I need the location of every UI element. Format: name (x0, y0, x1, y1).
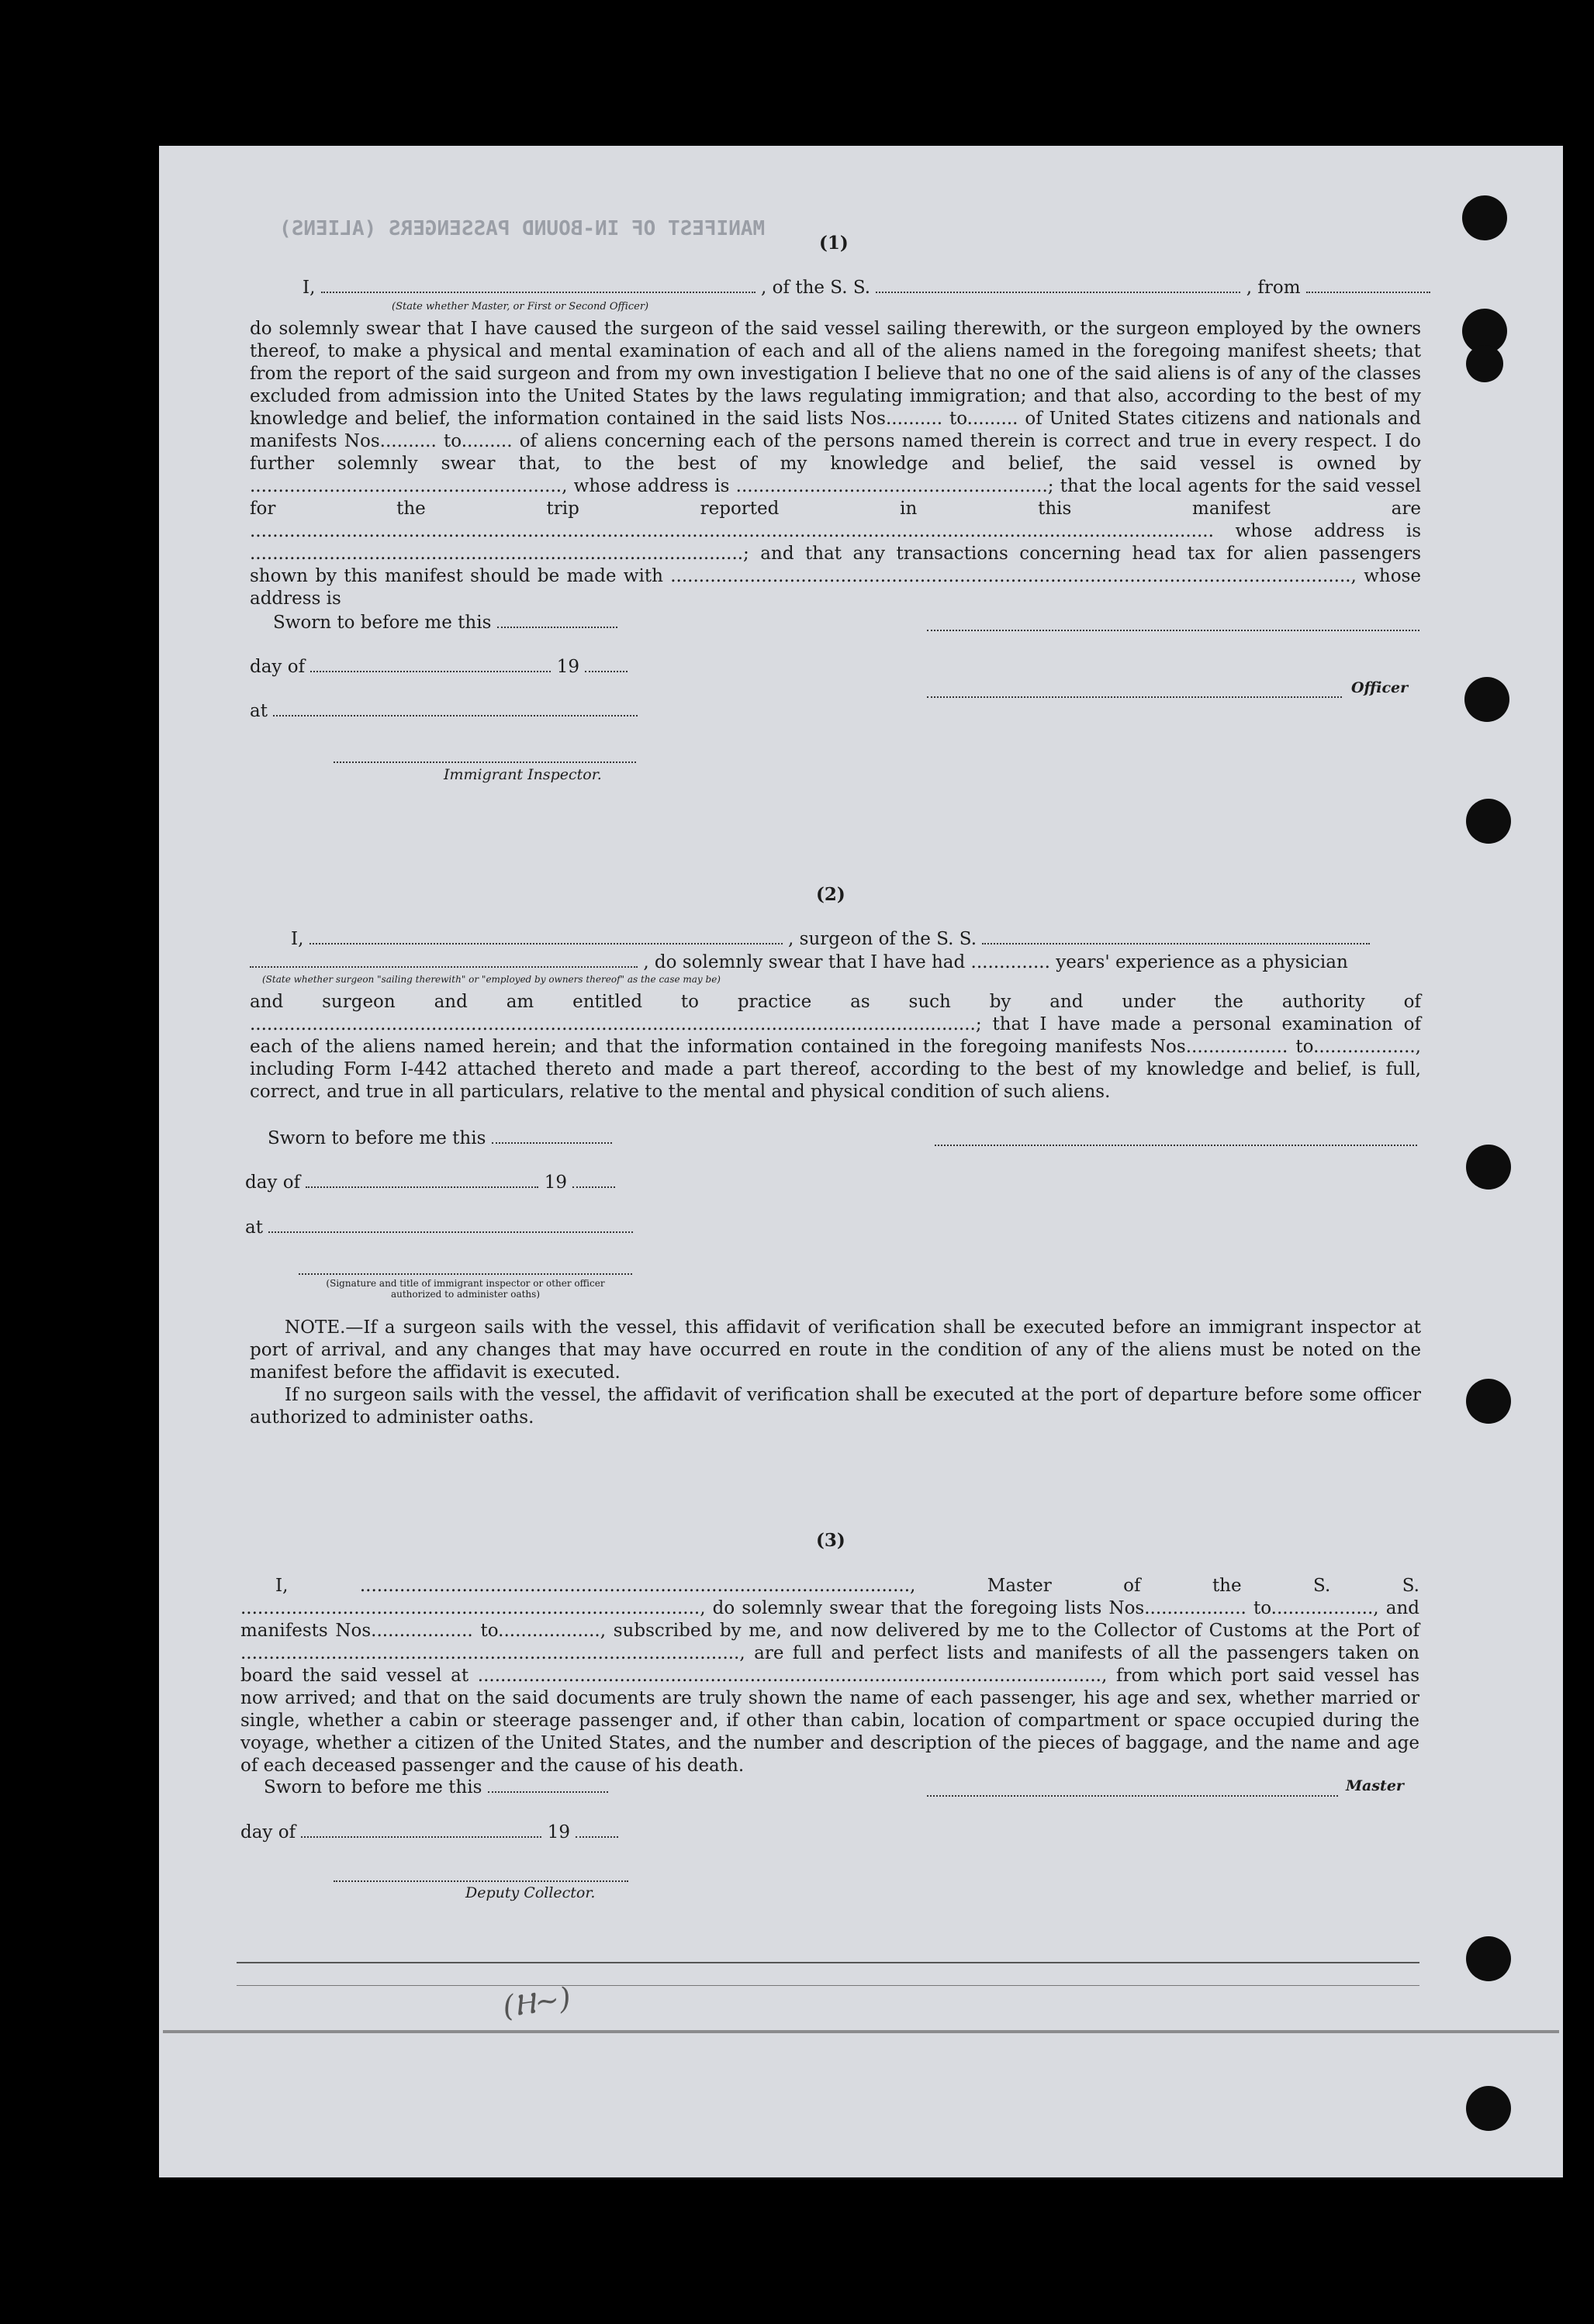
sworn-label: Sworn to before me this (268, 1128, 486, 1148)
day-line (240, 1822, 618, 1842)
fill-blank (492, 1142, 612, 1144)
punch-hole (1464, 677, 1509, 722)
punch-hole (1462, 195, 1507, 240)
officer-label: Officer (1351, 679, 1409, 696)
experience-text: , do solemnly swear that I have had .............. years' experience as a physician (643, 952, 1348, 972)
day-label: day of (240, 1822, 296, 1842)
at-line (250, 701, 638, 721)
officer-signature-line (927, 696, 1342, 698)
day-line (250, 657, 628, 677)
divider-rule (237, 1985, 1419, 1986)
fill-blank (982, 943, 1370, 944)
surgeon-ship: , surgeon of the S. S. (788, 929, 977, 949)
fill-blank (250, 966, 638, 968)
fill-blank (576, 1836, 618, 1838)
fill-blank (488, 1791, 608, 1793)
experience-line (250, 952, 1348, 972)
divider-rule (237, 1962, 1419, 1963)
master-signature-line (927, 1795, 1338, 1797)
tear-line (163, 2030, 1559, 2033)
inspector-caption: (Signature and title of immigrant inspector or other officer authorized to administer oaths) (326, 1278, 605, 1300)
oath-body (250, 318, 1421, 610)
signature-line (927, 630, 1419, 631)
fill-blank (497, 627, 617, 628)
section-number: (2) (816, 884, 845, 905)
fill-blank (306, 1186, 538, 1188)
sworn-line (264, 1777, 608, 1797)
fill-blank (310, 671, 551, 672)
day-line (245, 1172, 615, 1193)
at-label: at (245, 1217, 263, 1238)
note-paragraph: NOTE.—If a surgeon sails with the vessel, this affidavit of verification shall be executed before an immigrant inspector at port of arrival, and any changes that may have occurred en route in the condition of any of the aliens must be noted on the manifest before the affidavit is executed. (250, 1317, 1421, 1383)
fill-blank (301, 1836, 541, 1838)
bleed-through-text: MANIFEST OF IN-BOUND PASSENGERS (ALIENS) (279, 217, 766, 240)
year-label: 19 (544, 1172, 568, 1193)
fill-blank (273, 715, 638, 717)
signature-line (935, 1145, 1417, 1146)
master-oath: I, ................................................................................................., Master of the S. S. ................................................................................., do solemnly swear that the foregoing lists Nos.................. to.................., and manifests Nos.................. to.................., subscribed by me, and now delivered by me to the Collector of Customs at the Port of ........................................................................................, are full and perfect lists and manifests of all the passengers taken on board the said vessel at .............................................................................................................., from which port said vessel has now arrived; and that on the said documents are truly shown the name of each passenger, his age and sex, whether married or single, whether a cabin or steerage passenger and, if other than cabin, location of compartment or space occupied during the voyage, whether a citizen of the United States, and the number and description of the pieces of baggage, and the name and age of each deceased passenger and the cause of his death. (240, 1576, 1419, 1776)
punch-hole (1466, 345, 1503, 382)
at-line (245, 1217, 633, 1238)
oath-prefix: I, (303, 278, 316, 298)
sworn-line (273, 613, 617, 633)
oath-ship: , of the S. S. (761, 278, 871, 298)
surgeon-prefix: I, (291, 929, 304, 949)
fill-blank (585, 671, 628, 672)
punch-hole (1466, 799, 1511, 844)
at-label: at (250, 701, 268, 721)
sworn-label: Sworn to before me this (264, 1777, 482, 1797)
punch-hole (1466, 1936, 1511, 1981)
year-label: 19 (556, 657, 580, 677)
handwritten-mark: (Ⲏ~) (500, 1980, 573, 2024)
section-number: (1) (819, 233, 849, 254)
note-paragraph: If no surgeon sails with the vessel, the affidavit of verification shall be executed at the port of departure before some officer authorized to administer oaths. (250, 1385, 1421, 1428)
field-caption: (State whether Master, or First or Second Officer) (392, 301, 649, 313)
inspector-label: Immigrant Inspector. (444, 766, 602, 783)
fill-blank (309, 943, 783, 944)
collector-signature-line (334, 1880, 628, 1882)
day-label: day of (245, 1172, 301, 1193)
field-caption: (State whether surgeon "sailing therewith" or "employed by owners thereof" as the case may be) (262, 974, 721, 985)
fill-blank (572, 1186, 615, 1188)
day-label: day of (250, 657, 306, 677)
oath-from: , from (1246, 278, 1301, 298)
year-label: 19 (547, 1822, 571, 1842)
oath-text: do solemnly swear that I have caused the surgeon of the said vessel sailing therewith, or the surgeon employed by the owners thereof, to make a physical and mental examination of each and all of the aliens named in the foregoing manifest sheets; that from the report of the said surgeon and from my own investigation I believe that no one of the said aliens is of any of the classes excluded from admission into the United States by the laws regulating immigration; and that also, according to the best of my knowledge and belief, the information contained in the said lists Nos.......... to......... of United States citizens and nationals and manifests Nos.......... to......... of aliens concerning each of the persons named therein is correct and true in every respect. I do further solemnly swear that, to the best of my knowledge and belief, the said vessel is owned by ......................................................., whose address is .......................................................; that the local agents for the said vessel for the trip reported in this manifest are .......................................................................................................................................................................... whose address is .......................................................................................; and that any transactions concerning head tax for alien passengers shown by this manifest should be made with ........................................................................................................................, whose address is (250, 319, 1421, 609)
surgeon-text: and surgeon and am entitled to practice as such by and under the authority of ................................................................................................................................; that I have made a personal examination of each of the aliens named herein; and that the information contained in the foregoing manifests Nos.................. to.................., including Form I-442 attached thereto and made a part thereof, according to the best of my knowledge and belief, is full, correct, and true in all particulars, relative to the mental and physical condition of such aliens. (250, 992, 1421, 1102)
inspector-signature-line (299, 1273, 632, 1275)
sworn-label: Sworn to before me this (273, 613, 492, 633)
fill-blank (876, 292, 1240, 293)
punch-hole (1466, 2086, 1511, 2131)
collector-label: Deputy Collector. (465, 1884, 596, 1901)
sworn-line (268, 1128, 612, 1148)
fill-blank (1306, 292, 1430, 293)
oath-line (303, 278, 1430, 298)
fill-blank (321, 292, 756, 293)
punch-hole (1466, 1379, 1511, 1424)
punch-hole (1466, 1145, 1511, 1190)
section-number: (3) (816, 1530, 845, 1551)
master-label: Master (1346, 1777, 1404, 1794)
surgeon-body (250, 991, 1421, 1103)
inspector-signature-line (334, 761, 636, 763)
surgeon-line (291, 929, 1370, 949)
fill-blank (268, 1231, 633, 1233)
